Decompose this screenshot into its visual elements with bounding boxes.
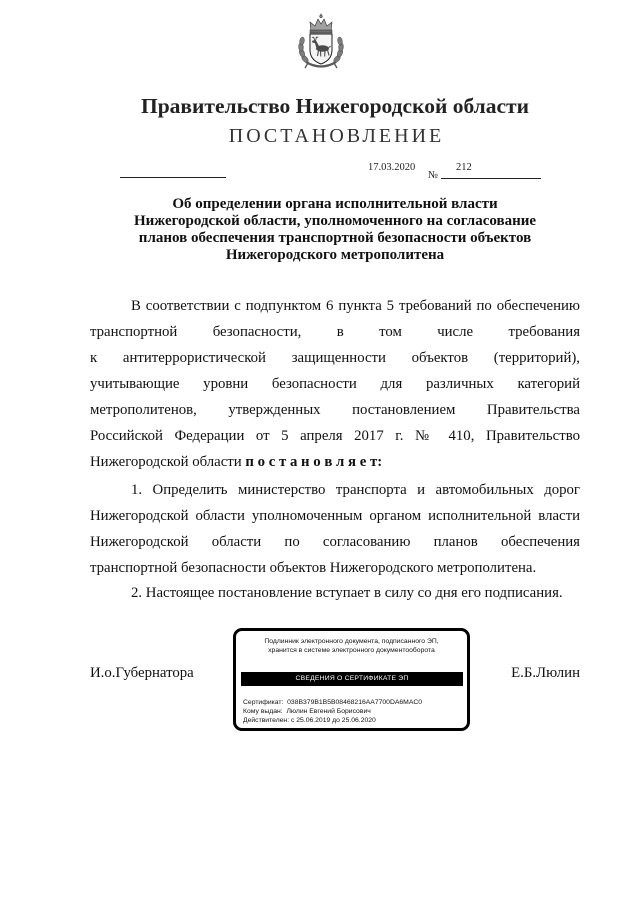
text-line	[90, 449, 580, 475]
resolution-verb: п о с т а н о в л я е т:	[245, 454, 383, 470]
government-name: Правительство Нижегородской области	[141, 94, 529, 118]
text-line: транспортной безопасности, в том числе требования	[90, 324, 580, 340]
item-1-paragraph	[90, 477, 580, 581]
issued-to-value: Люлин Евгений Борисович	[286, 707, 371, 715]
text-line: 1. Определить министерство транспорта и автомобильных дорог	[131, 482, 580, 498]
stamp-note-line: Подлинник электронного документа, подписанного ЭП,	[264, 637, 439, 645]
issued-to-label: Кому выдан:	[243, 707, 283, 715]
date-underline	[120, 177, 226, 178]
document-number: 212	[456, 162, 472, 173]
text-line: Нижегородской области уполномоченным органом исполнительной власти	[90, 508, 580, 524]
certificate-value: 038B379B1B5B08468216AA7700DA6MAC0	[287, 698, 423, 706]
number-sign: №	[428, 170, 439, 181]
text-line: Российской Федерации от 5 апреля 2017 г. № 410, Правительство	[90, 428, 580, 444]
coat-of-arms-logo	[295, 13, 347, 71]
text-line: В соответствии с подпунктом 6 пункта 5 требований по обеспечению	[131, 298, 580, 314]
title-line: Нижегородской области, уполномоченного на согласование	[133, 213, 537, 229]
number-underline	[441, 178, 541, 179]
title-line: планов обеспечения транспортной безопасности объектов	[138, 230, 532, 246]
signatory-position: И.о.Губернатора	[90, 665, 194, 681]
text-line: метрополитенов, утвержденных постановлением Правительства	[90, 402, 580, 418]
certificate-label: Сертификат:	[243, 698, 284, 706]
document-type: ПОСТАНОВЛЕНИЕ	[228, 125, 445, 147]
text-line: учитывающие уровни безопасности для различных категорий	[90, 376, 580, 392]
document-title	[90, 196, 580, 264]
certificate-row	[243, 698, 422, 707]
crown	[310, 14, 332, 33]
text-fragment: Нижегородской области	[90, 454, 242, 470]
text-line: к антитеррористической защищенности объектов (территорий),	[90, 350, 580, 366]
title-line: Об определении органа исполнительной власти	[172, 196, 498, 212]
text-line: транспортной безопасности объектов Нижегородского метрополитена.	[90, 560, 537, 576]
item-2-paragraph	[90, 580, 580, 606]
text-line: 2. Настоящее постановление вступает в силу со дня его подписания.	[131, 585, 563, 601]
issued-to-row	[243, 707, 371, 716]
signatory-name: Е.Б.Люлин	[511, 665, 580, 681]
preamble-paragraph	[90, 293, 580, 475]
document-date: 17.03.2020	[368, 162, 416, 173]
text-line: Нижегородской области по согласованию планов обеспечения	[90, 534, 580, 550]
title-line: Нижегородского метрополитена	[225, 247, 445, 263]
stamp-note-line: хранится в системе электронного документооборота	[268, 646, 435, 654]
e-signature-stamp	[233, 628, 470, 731]
certificate-banner: СВЕДЕНИЯ О СЕРТИФИКАТЕ ЭП	[241, 672, 463, 686]
validity-row	[243, 716, 376, 725]
validity-label: Действителен:	[243, 716, 290, 724]
validity-value: с 25.06.2019 до 25.06.2020	[290, 716, 376, 724]
